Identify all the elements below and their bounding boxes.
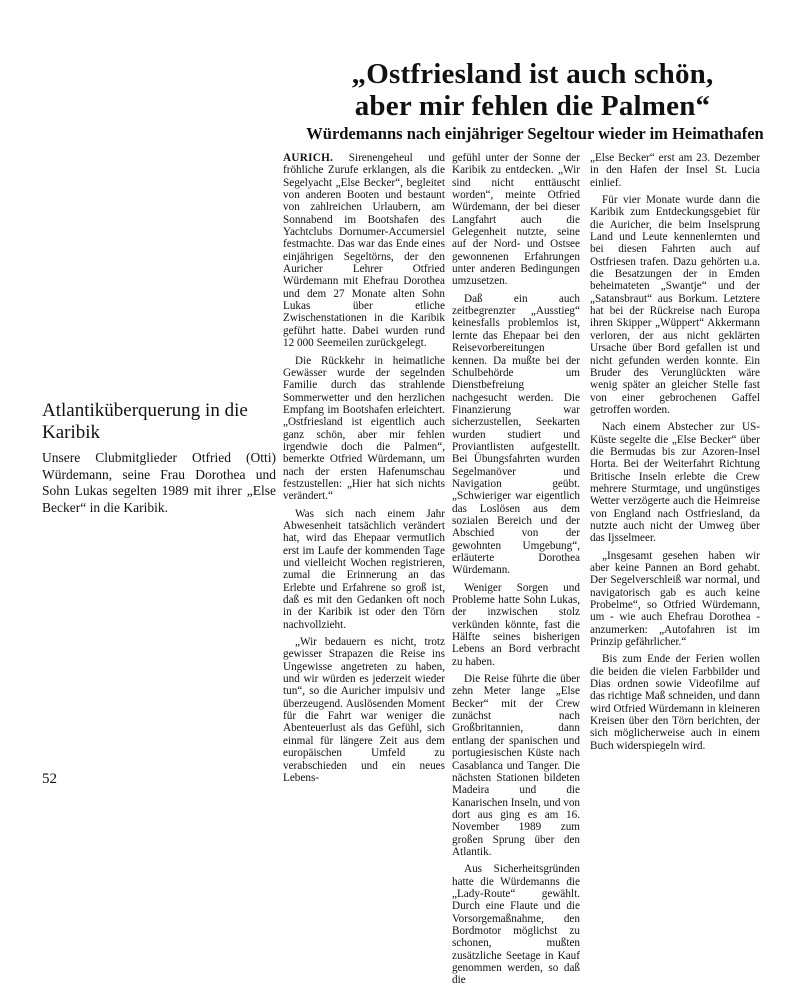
sidebar-text: Unsere Clubmitglieder Otfried (Otti) Würdemann, seine Frau Dorothea und Sohn Lukas segelten 1989 mit ihrer „Else Becker“ in die Karibik. bbox=[42, 450, 276, 515]
paragraph: gefühl unter der Sonne der Karibik zu entdecken. „Wir sind nicht enttäuscht worden“, meinte Otfried Würdemann, der bei dieser Langfahrt auch die Gelegenheit nutzte, seine auf der Nord- und Ostsee gewonnenen Erfahrungen unter anderen Bedingungen umzusetzen. bbox=[452, 152, 580, 288]
paragraph: „Insgesamt gesehen haben wir aber keine Pannen an Bord gehabt. Der Segelverschleiß war normal, und navigatorisch gab es auch keine Probelme“, so Otfried Würdemann, um - wie auch Ehefrau Dorothea - anzumerken: „Autofahren ist im Prinzip gefährlicher.“ bbox=[590, 549, 760, 649]
paragraph: Bis zum Ende der Ferien wollen die beiden die vielen Farbbilder und Dias ordnen sowie Videofilme auf das richtige Maß schneiden, und dann wird Otfried Würdemann in kleineren Kreisen über den Törn berichten, der sich möglicherweise auch in einem Buch widerspiegeln wird. bbox=[590, 653, 760, 752]
sidebar-title: Atlantiküberquerung in die Karibik bbox=[42, 400, 248, 443]
paragraph: Daß ein auch zeitbegrenzter „Ausstieg“ keinesfalls problemlos ist, lernte das Ehepaar bei den Reisevorbereitungen kennen. Da mußte bei der Schulbehörde um Dienstbefreiung nachgesucht werden. Die Finanzierung war sicherzustellen, Seekarten wurden studiert und Proviantlisten aufgestellt. Bei Übungsfahrten wurden Segelmanöver und Navigation geübt. „Schwieriger war eigentlich das Loslösen aus dem sozialen Bereich und der Abschied von der gewohnten Umgebung“, erläuterte Dorothea Würdemann. bbox=[452, 292, 580, 577]
article-column-1 bbox=[283, 152, 445, 789]
headline-line-2: aber mir fehlen die Palmen“ bbox=[354, 90, 711, 122]
paragraph-text: Sirenengeheul und fröhliche Zurufe erklangen, als die Segelyacht „Else Becker“, begleitet von anderen Booten und bestaunt von zahlreichen Urlaubern, am Sonnabend im Bootshafen des Yachtclubs Dornumer-Accumersiel festmachte. Das war das Ende eines einjährigen Segeltörns, der den Auricher Lehrer Otfried Würdemann mit Ehefrau Dorothea und dem 27 Monate alten Sohn Lukas über etliche Zwischenstationen in die Karibik geführt hatte. Dabei wurden rund 12 000 Seemeilen zurückgelegt. bbox=[283, 152, 445, 350]
paragraph bbox=[283, 152, 445, 350]
dateline: AURICH. bbox=[283, 152, 334, 164]
article-subheadline: Würdemanns nach einjähriger Segeltour wieder im Heimathafen bbox=[306, 124, 764, 143]
page-number: 52 bbox=[42, 771, 57, 787]
paragraph: Nach einem Abstecher zur US-Küste segelte die „Else Becker“ über die Bermudas bis zur Azoren-Insel Horta. Bei der Weiterfahrt Richtung Britische Inseln erlebte die Crew mehrere Sturmtage, und ungünstiges Wetter verzögerte auch die Heimreise von England nach Ostfriesland, da nutzte auch nicht der Umweg über das Ijsselmeer. bbox=[590, 421, 760, 545]
article-headline bbox=[280, 58, 785, 122]
paragraph: Weniger Sorgen und Probleme hatte Sohn Lukas, der inzwischen stolz verkünden könnte, fast die Hälfte seines bisherigen Lebens an Bord verbracht zu haben. bbox=[452, 581, 580, 668]
paragraph: Die Rückkehr in heimatliche Gewässer wurde der segelnden Familie durch das strahlende Sommerwetter und den herzlichen Empfang im Bootshafen erleichtert. „Ostfriesland ist eigentlich auch ganz schön, aber mir fehlen irgendwie doch die Palmen“, bemerkte Otfried Würdemann, um nach der ersten Hafenumschau festzustellen: „Hier hat sich nichts verändert.“ bbox=[283, 354, 445, 503]
sidebar-caption bbox=[42, 400, 276, 516]
paragraph: Für vier Monate wurde dann die Karibik zum Entdeckungsgebiet für die Auricher, die beim Inselsprung Land und Leute kennenlernten und bei diesen Fahrten auch auf Ostfriesen trafen. Dazu gehörten u.a. die Besatzungen der in Emden beheimateten „Swantje“ und der „Satansbraut“ aus Borkum. Letztere hat bei der Rückreise nach Europa ihren Skipper „Wüppert“ Akkermann verloren, der aus nicht geklärten Ursache über Bord gefallen ist und nicht gefunden werden konnte. Ein Bruder des Verunglückten wäre wenig später an gleicher Stelle fast von einer gebrochenen Gaffel getroffen worden. bbox=[590, 194, 760, 416]
article-column-3 bbox=[590, 152, 760, 757]
paragraph: Die Reise führte die über zehn Meter lange „Else Becker“ mit der Crew zunächst nach Großbritannien, dann entlang der spanischen und portugiesischen Küste nach Casablanca und Tanger. Die nächsten Stationen bildeten Madeira und die Kanarischen Inseln, und von dort aus ging es am 16. November 1989 zum großen Sprung über den Atlantik. bbox=[452, 673, 581, 858]
article-column-2 bbox=[452, 152, 580, 992]
headline-line-1: „Ostfriesland ist auch schön, bbox=[351, 58, 714, 90]
paragraph: „Else Becker“ erst am 23. Dezember in den Hafen der Insel St. Lucia einlief. bbox=[590, 152, 760, 189]
paragraph: Aus Sicherheitsgründen hatte die Würdemanns die „Lady-Route“ gewählt. Durch eine Flaute und die Vorsorgemaßnahme, den Bordmotor möglichst zu schonen, mußten zusätzliche Seetage in Kauf genommen werden, so daß die bbox=[452, 863, 580, 987]
paragraph: „Wir bedauern es nicht, trotz gewisser Strapazen die Reise ins Ungewisse angetreten zu haben, und wir würden es jederzeit wieder tun“, so die Auricher impulsiv und überzeugend. Auslösenden Moment für die Fahrt war weniger die Abenteuerlust als das Gefühl, sich einmal für längere Zeit aus dem europäischen Umfeld zu verabschieden und ein neues Lebens- bbox=[283, 636, 445, 784]
paragraph: Was sich nach einem Jahr Abwesenheit tatsächlich verändert hat, wird das Ehepaar vermutlich erst im Laufe der kommenden Tage und vielleicht Wochen registrieren, zumal die Erinnerung an das Erlebte und Erfahrene so groß ist, daß es mit den Gedanken oft noch in der Karibik ist oder den Törn nachvollzieht. bbox=[283, 507, 445, 631]
